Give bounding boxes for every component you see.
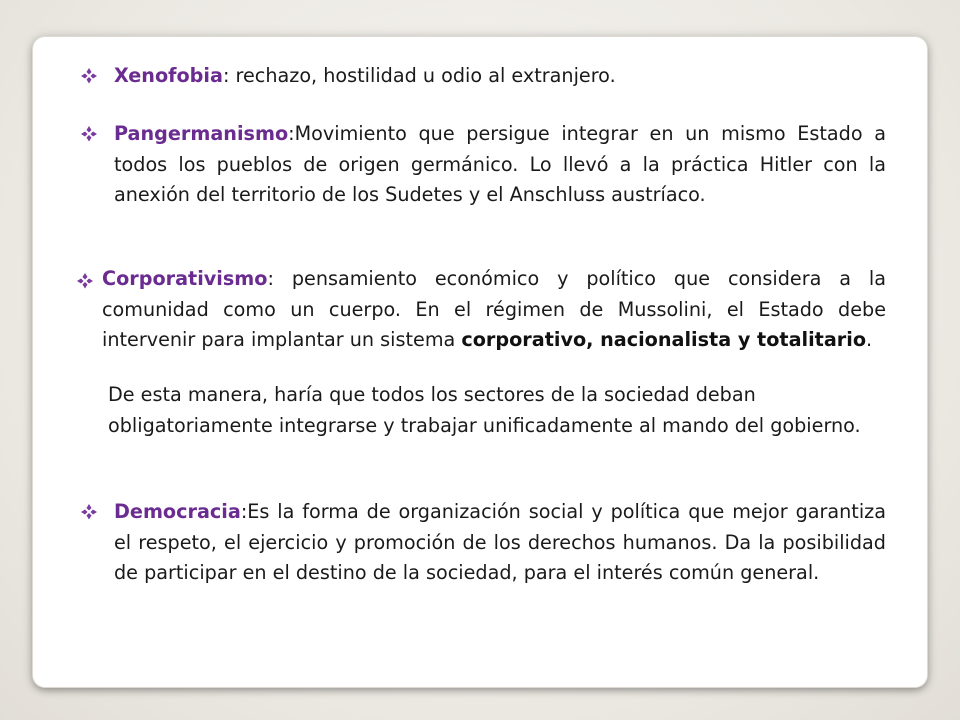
definition-body: rechazo, hostilidad u odio al extranjero. [229,64,616,87]
term-separator: : [222,64,230,87]
term-xenofobia: Xenofobia [114,64,223,87]
definition-text [80,119,886,211]
term-separator: : [240,500,248,523]
term-separator: : [267,267,274,290]
definition-end: . [866,328,873,351]
term-pangermanismo: Pangermanismo [114,122,289,145]
definition-corporativismo [76,264,886,356]
definition-democracia [80,497,886,589]
definition-body: Es la forma de organización social y política que mejor garantiza el respeto, el ejercicio y promoción de los derechos humanos. Da la posibilidad de participar en el destino de la sociedad, para el interés común general. [114,500,886,584]
term-separator: : [288,122,295,145]
diamond-bullet-icon [76,272,94,290]
definition-text [80,61,900,92]
definition-corporativismo-extra [108,380,868,441]
definition-extra-text: De esta manera, haría que todos los sectores de la sociedad deban obligatoriamente integrarse y trabajar unificadamente al mando del gobierno. [108,383,861,437]
definition-emphasis: corporativo, nacionalista y totalitario [461,328,867,351]
diamond-bullet-icon [80,67,98,85]
diamond-bullet-icon [80,125,98,143]
definition-xenofobia [80,61,900,92]
definition-text [80,497,886,589]
definition-body: Movimiento que persigue integrar en un mismo Estado a todos los pueblos de origen germánico. Lo llevó a la práctica Hitler con la anexión del territorio de los Sudetes y el Anschluss austríaco. [114,122,886,206]
definition-text [76,264,886,356]
definition-body: pensamiento económico y político que considera a la comunidad como un cuerpo. En el régimen de Mussolini, el Estado debe intervenir para implantar un sistema [102,267,886,351]
term-democracia: Democracia [114,500,241,523]
term-corporativismo: Corporativismo [102,267,268,290]
diamond-bullet-icon [80,503,98,521]
definition-pangermanismo [80,119,886,211]
